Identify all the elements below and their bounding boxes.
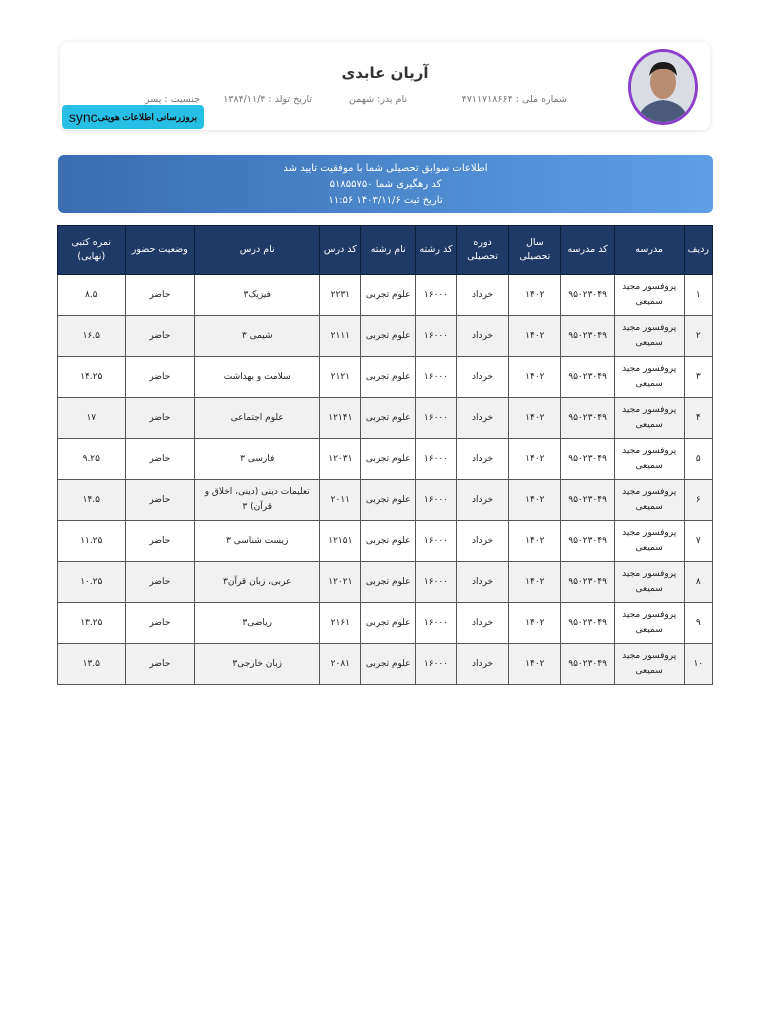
cell-school: پروفسور مجید سمیعی <box>614 480 684 521</box>
table-row <box>58 398 713 439</box>
cell-row-number: ۷ <box>684 521 712 562</box>
cell-course-code: ۲۰۱۱ <box>320 480 361 521</box>
cell-school-code: ۹۵۰۲۳۰۴۹ <box>561 439 614 480</box>
cell-final-grade: ۸.۵ <box>58 275 126 316</box>
cell-course-name: سلامت و بهداشت <box>195 357 320 398</box>
cell-row-number: ۵ <box>684 439 712 480</box>
cell-school-code: ۹۵۰۲۳۰۴۹ <box>561 398 614 439</box>
cell-attendance: حاضر <box>125 521 194 562</box>
cell-exam-period: خرداد <box>456 480 508 521</box>
header-course-code: کد درس <box>320 226 361 275</box>
cell-course-code: ۲۱۲۱ <box>320 357 361 398</box>
cell-school-code: ۹۵۰۲۳۰۴۹ <box>561 521 614 562</box>
cell-school: پروفسور مجید سمیعی <box>614 316 684 357</box>
header-school: مدرسه <box>614 226 684 275</box>
table-row <box>58 603 713 644</box>
cell-field-code: ۱۶۰۰۰ <box>416 316 457 357</box>
cell-field-code: ۱۶۰۰۰ <box>416 644 457 685</box>
cell-academic-year: ۱۴۰۲ <box>509 521 561 562</box>
registration-date: تاریخ ثبت ۱۴۰۳/۱۱/۶ ۱۱:۵۶ <box>328 195 443 206</box>
table-row <box>58 480 713 521</box>
cell-course-name: عربی، زبان قرآن۳ <box>195 562 320 603</box>
cell-row-number: ۹ <box>684 603 712 644</box>
cell-school-code: ۹۵۰۲۳۰۴۹ <box>561 562 614 603</box>
cell-field-code: ۱۶۰۰۰ <box>416 603 457 644</box>
cell-academic-year: ۱۴۰۲ <box>509 562 561 603</box>
header-final-grade: نمره کتبی (نهایی) <box>58 226 126 275</box>
cell-academic-year: ۱۴۰۲ <box>509 644 561 685</box>
cell-exam-period: خرداد <box>456 603 508 644</box>
tracking-code: کد رهگیری شما ۵۱۸۵۵۷۵۰ <box>329 179 442 190</box>
header-row-number: ردیف <box>684 226 712 275</box>
cell-attendance: حاضر <box>125 480 194 521</box>
student-name: آریان عابدی <box>341 64 429 82</box>
cell-final-grade: ۱۳.۲۵ <box>58 603 126 644</box>
cell-course-code: ۲۱۱۱ <box>320 316 361 357</box>
profile-card <box>60 42 710 130</box>
cell-academic-year: ۱۴۰۲ <box>509 316 561 357</box>
cell-row-number: ۶ <box>684 480 712 521</box>
cell-course-code: ۱۲۱۴۱ <box>320 398 361 439</box>
table-row <box>58 316 713 357</box>
cell-school: پروفسور مجید سمیعی <box>614 603 684 644</box>
cell-field-name: علوم تجربی <box>361 275 416 316</box>
header-exam-period: دوره تحصیلی <box>456 226 508 275</box>
cell-school-code: ۹۵۰۲۳۰۴۹ <box>561 275 614 316</box>
cell-exam-period: خرداد <box>456 275 508 316</box>
cell-row-number: ۱۰ <box>684 644 712 685</box>
header-academic-year: سال تحصیلی <box>509 226 561 275</box>
cell-final-grade: ۹.۲۵ <box>58 439 126 480</box>
cell-course-code: ۱۲۰۲۱ <box>320 562 361 603</box>
cell-row-number: ۱ <box>684 275 712 316</box>
cell-field-name: علوم تجربی <box>361 357 416 398</box>
header-course-name: نام درس <box>195 226 320 275</box>
cell-field-name: علوم تجربی <box>361 316 416 357</box>
cell-field-code: ۱۶۰۰۰ <box>416 480 457 521</box>
cell-final-grade: ۱۷ <box>58 398 126 439</box>
table-row <box>58 644 713 685</box>
cell-school-code: ۹۵۰۲۳۰۴۹ <box>561 480 614 521</box>
cell-exam-period: خرداد <box>456 316 508 357</box>
cell-academic-year: ۱۴۰۲ <box>509 398 561 439</box>
cell-exam-period: خرداد <box>456 521 508 562</box>
cell-school: پروفسور مجید سمیعی <box>614 562 684 603</box>
cell-final-grade: ۱۰.۲۵ <box>58 562 126 603</box>
cell-exam-period: خرداد <box>456 439 508 480</box>
cell-school-code: ۹۵۰۲۳۰۴۹ <box>561 644 614 685</box>
cell-attendance: حاضر <box>125 603 194 644</box>
cell-field-name: علوم تجربی <box>361 603 416 644</box>
cell-academic-year: ۱۴۰۲ <box>509 275 561 316</box>
cell-field-name: علوم تجربی <box>361 644 416 685</box>
cell-attendance: حاضر <box>125 398 194 439</box>
cell-course-code: ۲۰۸۱ <box>320 644 361 685</box>
sync-identity-button[interactable] <box>62 105 204 129</box>
table-row <box>58 357 713 398</box>
cell-academic-year: ۱۴۰۲ <box>509 357 561 398</box>
table-row <box>58 275 713 316</box>
cell-school: پروفسور مجید سمیعی <box>614 644 684 685</box>
cell-course-name: علوم اجتماعی <box>195 398 320 439</box>
cell-school-code: ۹۵۰۲۳۰۴۹ <box>561 357 614 398</box>
cell-row-number: ۳ <box>684 357 712 398</box>
cell-course-code: ۲۱۶۱ <box>320 603 361 644</box>
avatar <box>628 49 698 125</box>
cell-field-code: ۱۶۰۰۰ <box>416 562 457 603</box>
cell-field-code: ۱۶۰۰۰ <box>416 357 457 398</box>
cell-field-name: علوم تجربی <box>361 439 416 480</box>
cell-course-name: زیست شناسی ۳ <box>195 521 320 562</box>
table-row <box>58 562 713 603</box>
cell-attendance: حاضر <box>125 275 194 316</box>
cell-academic-year: ۱۴۰۲ <box>509 480 561 521</box>
table-row <box>58 439 713 480</box>
success-banner <box>58 155 713 213</box>
cell-school: پروفسور مجید سمیعی <box>614 357 684 398</box>
cell-academic-year: ۱۴۰۲ <box>509 439 561 480</box>
banner-message: اطلاعات سوابق تحصیلی شما با موفقیت تایید شد <box>283 163 488 174</box>
grades-table <box>57 225 713 685</box>
cell-final-grade: ۱۱.۲۵ <box>58 521 126 562</box>
cell-final-grade: ۱۶.۵ <box>58 316 126 357</box>
cell-course-code: ۱۲۱۵۱ <box>320 521 361 562</box>
cell-course-name: شیمی ۳ <box>195 316 320 357</box>
cell-attendance: حاضر <box>125 357 194 398</box>
cell-row-number: ۸ <box>684 562 712 603</box>
cell-row-number: ۲ <box>684 316 712 357</box>
cell-course-name: تعلیمات دینی (دینی، اخلاق و قرآن) ۳ <box>195 480 320 521</box>
cell-course-code: ۲۲۳۱ <box>320 275 361 316</box>
cell-school: پروفسور مجید سمیعی <box>614 521 684 562</box>
cell-school-code: ۹۵۰۲۳۰۴۹ <box>561 603 614 644</box>
header-school-code: کد مدرسه <box>561 226 614 275</box>
cell-field-code: ۱۶۰۰۰ <box>416 275 457 316</box>
cell-final-grade: ۱۳.۵ <box>58 644 126 685</box>
cell-school: پروفسور مجید سمیعی <box>614 275 684 316</box>
table-row <box>58 521 713 562</box>
cell-exam-period: خرداد <box>456 562 508 603</box>
cell-final-grade: ۱۴.۵ <box>58 480 126 521</box>
cell-attendance: حاضر <box>125 316 194 357</box>
cell-course-name: ریاضی۳ <box>195 603 320 644</box>
cell-field-name: علوم تجربی <box>361 480 416 521</box>
cell-exam-period: خرداد <box>456 398 508 439</box>
table-header <box>58 226 713 275</box>
gender: جنسیت : پسر <box>144 94 200 105</box>
cell-course-name: فیزیک۳ <box>195 275 320 316</box>
header-attendance: وضعیت حضور <box>125 226 194 275</box>
cell-field-name: علوم تجربی <box>361 562 416 603</box>
cell-field-code: ۱۶۰۰۰ <box>416 521 457 562</box>
cell-attendance: حاضر <box>125 439 194 480</box>
cell-academic-year: ۱۴۰۲ <box>509 603 561 644</box>
cell-course-name: زبان خارجی۳ <box>195 644 320 685</box>
cell-attendance: حاضر <box>125 562 194 603</box>
father-name: نام پدر: شهمن <box>349 94 407 105</box>
sync-word: sync <box>68 109 98 125</box>
cell-final-grade: ۱۴.۲۵ <box>58 357 126 398</box>
header-field-name: نام رشته <box>361 226 416 275</box>
header-field-code: کد رشته <box>416 226 457 275</box>
cell-course-name: فارسی ۳ <box>195 439 320 480</box>
cell-exam-period: خرداد <box>456 357 508 398</box>
cell-field-code: ۱۶۰۰۰ <box>416 439 457 480</box>
cell-school: پروفسور مجید سمیعی <box>614 439 684 480</box>
cell-course-code: ۱۲۰۳۱ <box>320 439 361 480</box>
cell-field-name: علوم تجربی <box>361 398 416 439</box>
birth-date: تاریخ تولد : ۱۳۸۴/۱۱/۴ <box>223 94 312 105</box>
cell-attendance: حاضر <box>125 644 194 685</box>
cell-row-number: ۴ <box>684 398 712 439</box>
cell-field-code: ۱۶۰۰۰ <box>416 398 457 439</box>
cell-school: پروفسور مجید سمیعی <box>614 398 684 439</box>
cell-field-name: علوم تجربی <box>361 521 416 562</box>
national-id: شماره ملی : ۴۷۱۱۷۱۸۶۶۴ <box>461 94 567 105</box>
cell-school-code: ۹۵۰۲۳۰۴۹ <box>561 316 614 357</box>
cell-exam-period: خرداد <box>456 644 508 685</box>
sync-label: بروزرسانی اطلاعات هویتی <box>97 111 198 122</box>
